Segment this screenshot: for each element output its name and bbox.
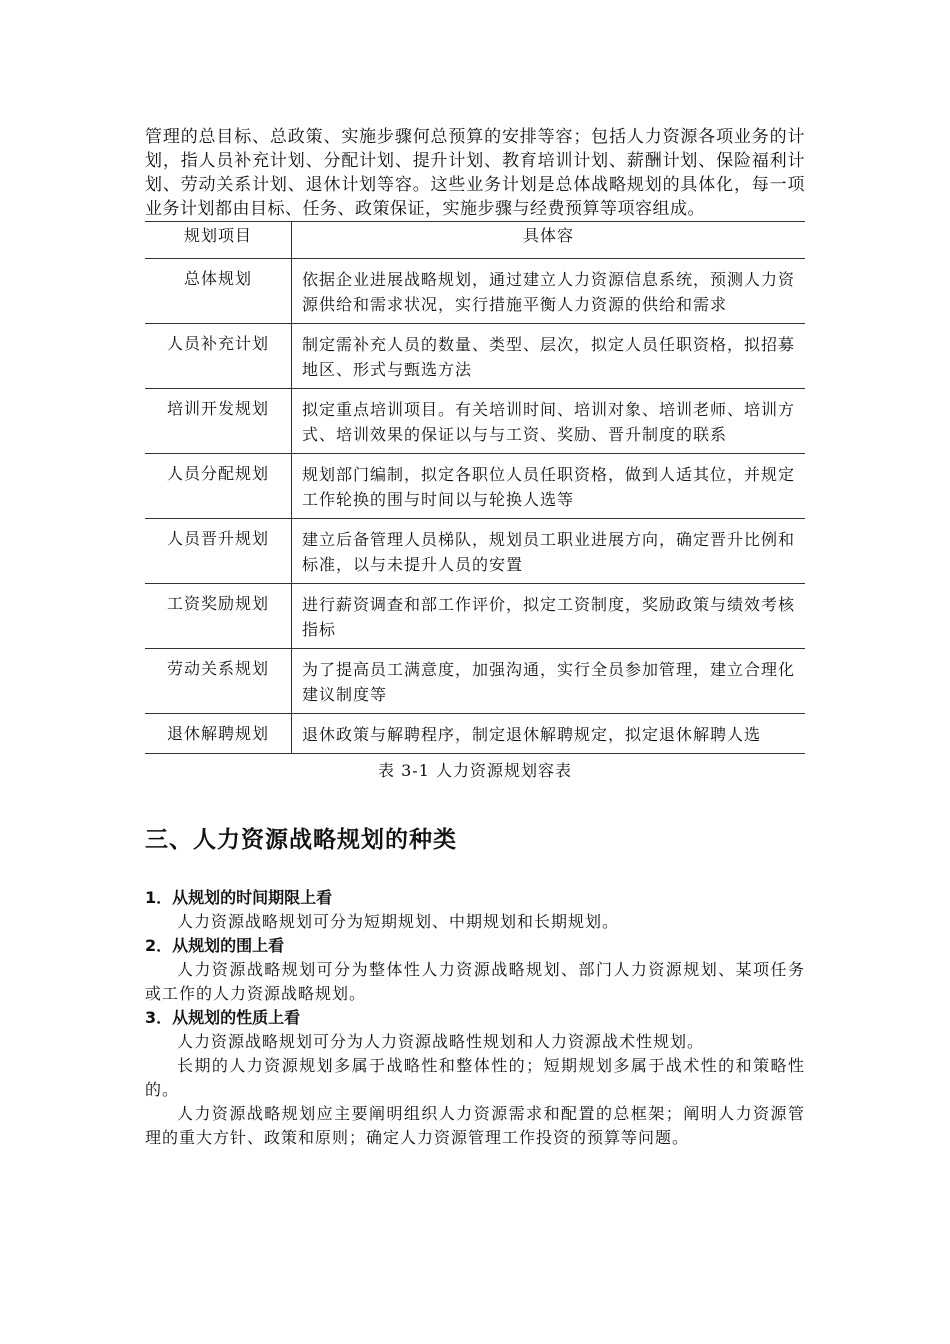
row-item: 人员分配规划 [145,454,292,519]
hr-plan-table [145,221,805,754]
subsection-paragraph: 人力资源战略规划应主要阐明组织人力资源需求和配置的总框架；阐明人力资源管理的重大方针、政策和原则；确定人力资源管理工作投资的预算等问题。 [145,1104,805,1147]
row-item: 工资奖励规划 [145,584,292,649]
row-item: 劳动关系规划 [145,649,292,714]
table-row [145,649,805,714]
table-header-item: 规划项目 [145,222,292,259]
table-row [145,259,805,324]
subsection-paragraph: 人力资源战略规划可分为人力资源战略性规划和人力资源战术性规划。 [177,1032,705,1051]
row-content: 依据企业进展战略规划，通过建立人力资源信息系统，预测人力资源供给和需求状况，实行措施平衡人力资源的供给和需求 [292,259,806,324]
subsection-heading: 1．从规划的时间期限上看 [145,888,333,907]
subsection-paragraph: 人力资源战略规划可分为整体性人力资源战略规划、部门人力资源规划、某项任务或工作的人力资源战略规划。 [145,960,805,1003]
row-item: 培训开发规划 [145,389,292,454]
table-row [145,519,805,584]
row-content: 退休政策与解聘程序，制定退休解聘规定，拟定退休解聘人选 [292,714,806,754]
subsection-heading: 2．从规划的围上看 [145,936,285,955]
intro-paragraph: 管理的总目标、总政策、实施步骤何总预算的安排等容；包括人力资源各项业务的计划，指人员补充计划、分配计划、提升计划、教育培训计划、薪酬计划、保险福利计划、劳动关系计划、退休计划等容。这些业务计划是总体战略规划的具体化，每一项业务计划都由目标、任务、政策保证，实施步骤与经费预算等项容组成。 [145,127,805,219]
table-header-row [145,222,805,259]
section-title: 三、人力资源战略规划的种类 [145,827,457,853]
subsection-paragraph: 人力资源战略规划可分为短期规划、中期规划和长期规划。 [177,912,620,931]
row-content: 拟定重点培训项目。有关培训时间、培训对象、培训老师、培训方式、培训效果的保证以与与工资、奖励、晋升制度的联系 [292,389,806,454]
row-content: 为了提高员工满意度，加强沟通，实行全员参加管理，建立合理化建议制度等 [292,649,806,714]
table-row [145,714,805,754]
row-content: 制定需补充人员的数量、类型、层次，拟定人员任职资格，拟招募地区、形式与甄选方法 [292,324,806,389]
table-row [145,389,805,454]
row-item: 人员晋升规划 [145,519,292,584]
row-item: 总体规划 [145,259,292,324]
row-item: 人员补充计划 [145,324,292,389]
row-content: 进行薪资调查和部工作评价，拟定工资制度，奖励政策与绩效考核指标 [292,584,806,649]
row-content: 规划部门编制，拟定各职位人员任职资格，做到人适其位，并规定工作轮换的围与时间以与轮换人选等 [292,454,806,519]
table-row [145,584,805,649]
table-row [145,324,805,389]
document-page [145,125,805,1150]
table-row [145,454,805,519]
row-item: 退休解聘规划 [145,714,292,754]
table-header-content: 具体容 [292,222,806,259]
row-content: 建立后备管理人员梯队，规划员工职业进展方向，确定晋升比例和标准，以与未提升人员的安置 [292,519,806,584]
table-caption: 表 3-1 人力资源规划容表 [378,761,572,780]
subsection-paragraph: 长期的人力资源规划多属于战略性和整体性的；短期规划多属于战术性的和策略性的。 [145,1056,805,1099]
subsection-heading: 3．从规划的性质上看 [145,1008,301,1027]
